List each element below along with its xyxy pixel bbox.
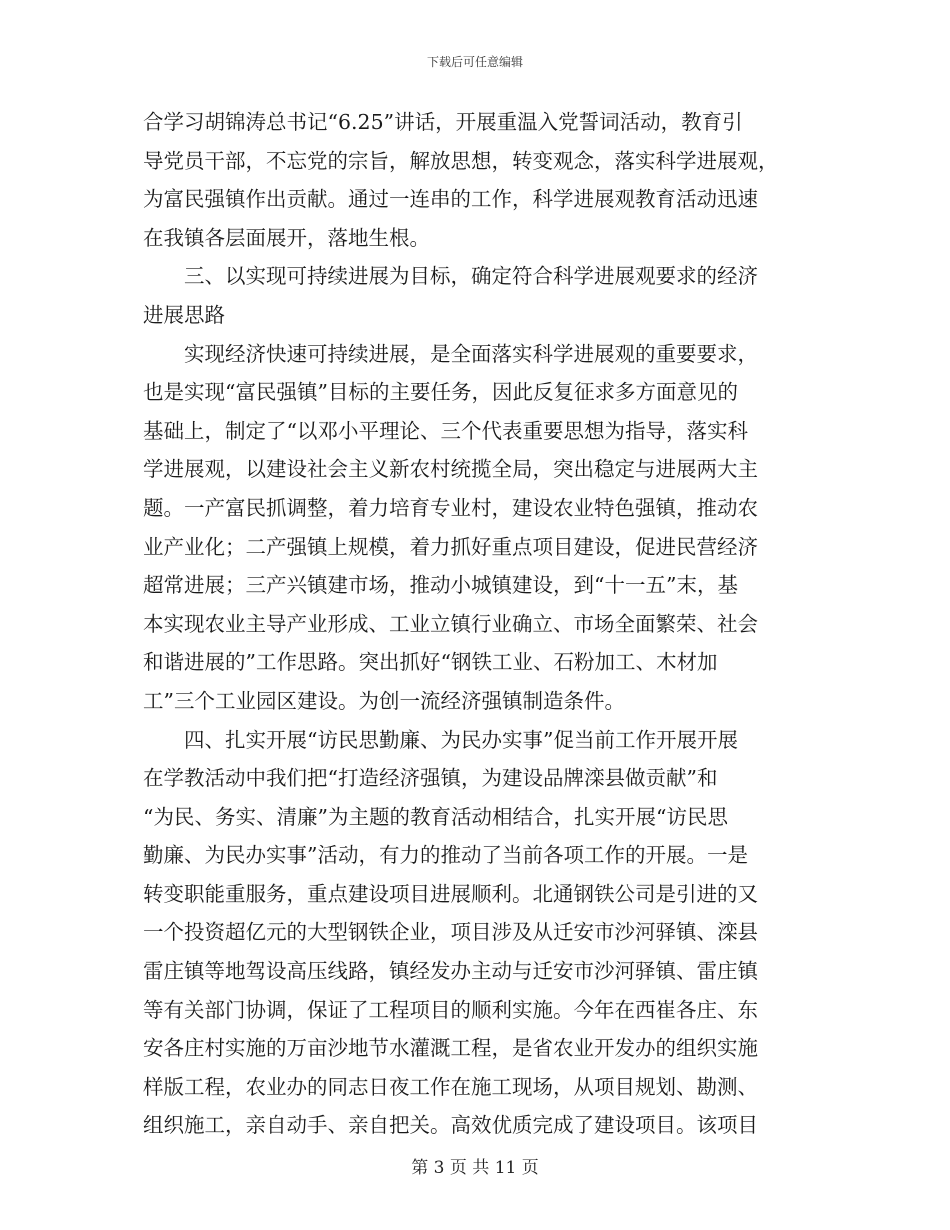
text-line: 为富民强镇作出贡献。通过一连串的工作，科学进展观教育活动迅速 (143, 187, 758, 212)
text-line: 合学习胡锦涛总书记“6.25”讲话，开展重温入党誓词活动，教育引 (143, 110, 743, 134)
text-line: 本实现农业主导产业形成、工业立镇行业确立、市场全面繁荣、社会 (143, 611, 758, 636)
section-heading-line: 三、以实现可持续进展为目标，确定符合科学进展观要求的经济 (143, 264, 758, 289)
text-line: 超常进展；三产兴镇建市场，推动小城镇建设，到“十一五”末，基 (143, 573, 738, 598)
section-heading-line: 进展思路 (143, 302, 225, 327)
text-line: 导党员干部，不忘党的宗旨，解放思想，转变观念，落实科学进展观， (143, 148, 779, 173)
text-line: 和谐进展的”工作思路。突出抓好“钢铁工业、石粉加工、木材加 (143, 650, 718, 675)
text-line: 一个投资超亿元的大型钢铁企业，项目涉及从迁安市沙河驿镇、滦县 (143, 920, 758, 945)
text-line: 勤廉、为民办实事”活动，有力的推动了当前各项工作的开展。一是 (143, 843, 748, 868)
text-line: 学进展观，以建设社会主义新农村统揽全局，突出稳定与进展两大主 (143, 457, 758, 482)
document-body (143, 103, 808, 1145)
text-line: 在我镇各层面展开，落地生根。 (143, 225, 430, 250)
text-line: 也是实现“富民强镇”目标的主要任务，因此反复征求多方面意见的 (143, 380, 738, 405)
text-line: 安各庄村实施的万亩沙地节水灌溉工程，是省农业开发办的组织实施 (143, 1036, 758, 1061)
text-line: 工”三个工业园区建设。为创一流经济强镇制造条件。 (143, 688, 625, 713)
text-line: 转变职能重服务，重点建设项目进展顺利。北通钢铁公司是引进的又 (143, 881, 758, 906)
section-heading-line: 四、扎实开展“访民思勤廉、为民办实事”促当前工作开展开展 (143, 727, 738, 752)
text-line: 业产业化；二产强镇上规模，着力抓好重点项目建设，促进民营经济 (143, 534, 758, 559)
text-line: 雷庄镇等地驾设高压线路，镇经发办主动与迁安市沙河驿镇、雷庄镇 (143, 959, 758, 984)
text-line: 在学教活动中我们把“打造经济强镇，为建设品牌滦县做贡献”和 (143, 766, 718, 791)
text-line: 基础上，制定了“以邓小平理论、三个代表重要思想为指导，落实科 (143, 418, 748, 443)
text-line: 题。一产富民抓调整，着力培育专业村，建设农业特色强镇，推动农 (143, 495, 758, 520)
text-line: 样版工程，农业办的同志日夜工作在施工现场，从项目规划、勘测、 (143, 1074, 758, 1099)
text-line: 组织施工，亲自动手、亲自把关。高效优质完成了建设项目。该项目 (143, 1113, 758, 1138)
text-line: “为民、务实、清廉”为主题的教育活动相结合，扎实开展“访民思 (143, 804, 728, 829)
text-line: 等有关部门协调，保证了工程项目的顺利实施。今年在西崔各庄、东 (143, 997, 758, 1022)
text-line: 实现经济快速可持续进展，是全面落实科学进展观的重要要求， (143, 341, 758, 366)
page-footer: 第 3 页 共 11 页 (411, 1158, 539, 1178)
page-header: 下载后可任意编辑 (426, 55, 523, 69)
